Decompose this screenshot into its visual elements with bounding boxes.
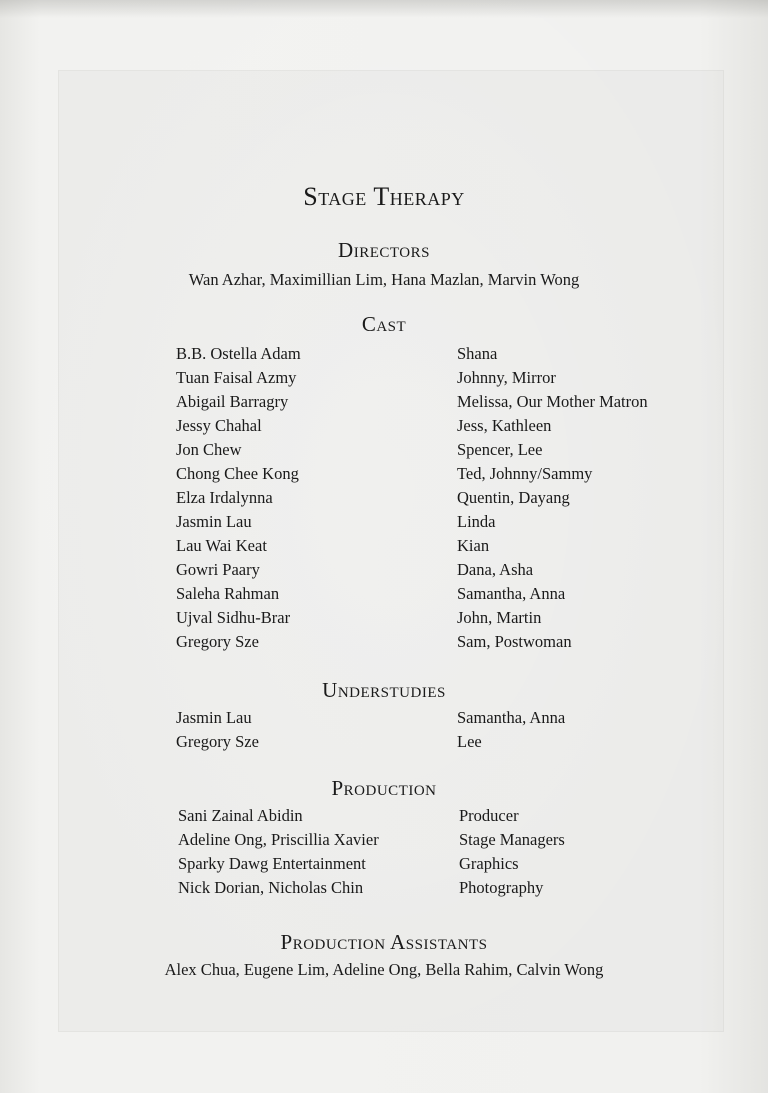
directors-names: Wan Azhar, Maximillian Lim, Hana Mazlan, Marvin Wong: [188, 270, 580, 289]
cast-actor: Gowri Paary: [176, 560, 260, 579]
cast-actor: Lau Wai Keat: [176, 536, 267, 555]
page-title: Stage Therapy: [303, 182, 465, 211]
production-name: Sani Zainal Abidin: [178, 806, 303, 825]
page-top-shadow: [0, 0, 768, 18]
cast-actor: Ujval Sidhu-Brar: [176, 608, 291, 627]
production-assistants-names: Alex Chua, Eugene Lim, Adeline Ong, Bella Rahim, Calvin Wong: [164, 960, 604, 979]
cast-role: John, Martin: [457, 608, 542, 627]
production-name: Sparky Dawg Entertainment: [178, 854, 366, 873]
cast-role: Dana, Asha: [457, 560, 534, 579]
understudies-heading: Understudies: [322, 678, 446, 702]
cast-role: Linda: [457, 512, 496, 531]
cast-actor: B.B. Ostella Adam: [176, 344, 301, 363]
understudy-actor: Jasmin Lau: [176, 708, 252, 727]
cast-actor: Jasmin Lau: [176, 512, 252, 531]
production-name: Nick Dorian, Nicholas Chin: [178, 878, 364, 897]
cast-role: Ted, Johnny/Sammy: [457, 464, 593, 483]
cast-role: Spencer, Lee: [457, 440, 543, 459]
cast-actor: Gregory Sze: [176, 632, 259, 651]
cast-actor: Elza Irdalynna: [176, 488, 273, 507]
production-assistants-heading: Production Assistants: [280, 930, 488, 954]
understudy-role: Lee: [457, 732, 482, 751]
cast-heading: Cast: [361, 312, 407, 336]
show-through-background: [58, 70, 724, 1032]
cast-role: Melissa, Our Mother Matron: [457, 392, 648, 411]
understudy-actor: Gregory Sze: [176, 732, 259, 751]
cast-role: Samantha, Anna: [457, 584, 566, 603]
production-role: Producer: [459, 806, 519, 825]
cast-role: Shana: [457, 344, 498, 363]
cast-role: Kian: [457, 536, 490, 555]
cast-actor: Chong Chee Kong: [176, 464, 299, 483]
production-role: Stage Managers: [459, 830, 565, 849]
production-role: Graphics: [459, 854, 519, 873]
cast-role: Sam, Postwoman: [457, 632, 572, 651]
production-name: Adeline Ong, Priscillia Xavier: [178, 830, 379, 849]
directors-heading: Directors: [338, 238, 430, 262]
cast-role: Jess, Kathleen: [457, 416, 552, 435]
production-heading: Production: [331, 776, 437, 800]
cast-actor: Jessy Chahal: [176, 416, 262, 435]
cast-actor: Saleha Rahman: [176, 584, 280, 603]
production-role: Photography: [459, 878, 544, 897]
understudy-role: Samantha, Anna: [457, 708, 566, 727]
cast-role: Quentin, Dayang: [457, 488, 570, 507]
cast-role: Johnny, Mirror: [457, 368, 556, 387]
cast-actor: Tuan Faisal Azmy: [176, 368, 297, 387]
cast-actor: Abigail Barragry: [176, 392, 289, 411]
cast-actor: Jon Chew: [176, 440, 242, 459]
